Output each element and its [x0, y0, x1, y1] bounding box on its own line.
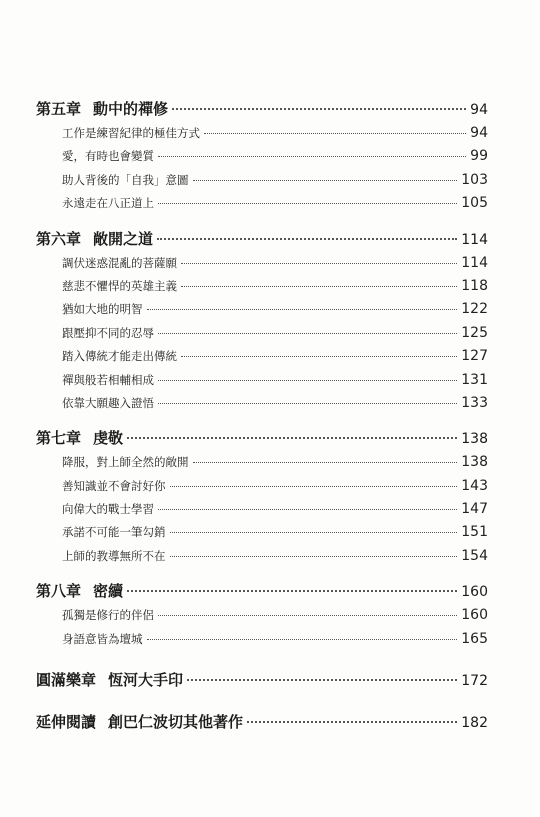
entry-title: 孤獨是修行的伴侶 — [62, 608, 154, 623]
toc-further-reading[interactable] — [36, 709, 488, 735]
chapter-label: 延伸閱讀 — [36, 713, 97, 732]
chapter-label: 第八章 — [36, 582, 82, 601]
dot-leader — [187, 679, 457, 681]
page-number: 160 — [461, 584, 488, 601]
dot-leader — [170, 532, 458, 533]
toc-entry[interactable] — [36, 145, 488, 168]
dot-leader — [204, 133, 466, 134]
entry-title: 永遠走在八正道上 — [62, 196, 154, 211]
page-number: 94 — [470, 125, 488, 141]
dot-leader — [158, 380, 457, 381]
spacer — [36, 568, 488, 578]
chapter-title: 創巴仁波切其他著作 — [108, 713, 244, 732]
toc-chapter-8[interactable] — [36, 578, 488, 604]
toc-chapter-7[interactable] — [36, 425, 488, 451]
dot-leader — [157, 238, 457, 240]
page-number: 125 — [461, 324, 488, 341]
page-number: 114 — [461, 231, 488, 248]
toc-entry[interactable] — [36, 192, 488, 215]
page-number: 131 — [461, 371, 488, 388]
page-number: 138 — [461, 454, 488, 471]
page-number: 122 — [461, 301, 488, 318]
page-number: 160 — [461, 607, 488, 624]
dot-leader — [158, 333, 457, 334]
spacer — [36, 415, 488, 425]
chapter-title: 虔敬 — [93, 429, 124, 448]
page-number: 143 — [461, 477, 488, 494]
toc-entry[interactable] — [36, 345, 488, 368]
toc-finale[interactable] — [36, 667, 488, 693]
dot-leader — [127, 590, 457, 592]
page-number: 147 — [461, 501, 488, 518]
toc-entry[interactable] — [36, 275, 488, 298]
page-number: 118 — [461, 277, 488, 294]
toc-entry[interactable] — [36, 322, 488, 345]
entry-title: 慈悲不懼悍的英雄主義 — [62, 278, 177, 293]
entry-title: 上師的教導無所不在 — [62, 548, 166, 563]
entry-title: 向偉大的戰士學習 — [62, 502, 154, 517]
entry-title: 依靠大願趣入證悟 — [62, 395, 154, 410]
toc-entry[interactable] — [36, 451, 488, 474]
toc-entry[interactable] — [36, 392, 488, 415]
chapter-title: 動中的禪修 — [93, 100, 169, 118]
page-number: 151 — [461, 524, 488, 541]
toc-entry[interactable] — [36, 545, 488, 568]
toc-entry[interactable] — [36, 369, 488, 392]
page-number: 172 — [461, 673, 488, 690]
page-number: 94 — [470, 102, 488, 118]
entry-title: 禪與般若相輔相成 — [62, 372, 154, 387]
page-number: 105 — [461, 195, 488, 212]
dot-leader — [181, 286, 457, 287]
chapter-title: 敞開之道 — [93, 229, 154, 248]
dot-leader — [127, 437, 457, 439]
page-number: 154 — [461, 547, 488, 564]
entry-title: 猶如大地的明智 — [62, 302, 143, 317]
entry-title: 善知識並不會討好你 — [62, 478, 166, 493]
entry-title: 調伏迷惑混亂的菩薩願 — [62, 255, 177, 270]
entry-title: 降服，對上師全然的敞開 — [62, 455, 189, 470]
dot-leader — [158, 509, 457, 510]
dot-leader — [147, 639, 458, 640]
chapter-title: 密續 — [93, 582, 124, 601]
chapter-title: 恆河大手印 — [108, 671, 184, 690]
dot-leader — [181, 263, 457, 264]
toc-chapter-5[interactable] — [36, 96, 488, 122]
chapter-label: 圓滿樂章 — [36, 671, 97, 690]
spacer — [36, 216, 488, 226]
dot-leader — [147, 309, 458, 310]
toc-entry[interactable] — [36, 252, 488, 275]
dot-leader — [158, 403, 457, 404]
entry-title: 身語意皆為壇城 — [62, 631, 143, 646]
page-number: 127 — [461, 348, 488, 365]
entry-title: 助人背後的「自我」意圖 — [62, 172, 189, 187]
dot-leader — [158, 156, 466, 157]
page-number: 165 — [461, 630, 488, 647]
dot-leader — [158, 203, 457, 204]
dot-leader — [158, 615, 457, 616]
dot-leader — [181, 356, 457, 357]
dot-leader — [193, 462, 458, 463]
entry-title: 跟壓抑不同的忍辱 — [62, 325, 154, 340]
toc-entry[interactable] — [36, 298, 488, 321]
chapter-label: 第五章 — [36, 100, 82, 118]
entry-title: 踏入傳統才能走出傳統 — [62, 349, 177, 364]
toc-entry[interactable] — [36, 122, 488, 145]
chapter-label: 第六章 — [36, 229, 82, 248]
dot-leader — [193, 180, 458, 181]
toc-entry[interactable] — [36, 475, 488, 498]
page-number: 182 — [461, 715, 488, 732]
toc-chapter-6[interactable] — [36, 226, 488, 252]
toc-entry[interactable] — [36, 521, 488, 544]
toc-entry[interactable] — [36, 628, 488, 651]
dot-leader — [170, 486, 458, 487]
page-number: 114 — [461, 254, 488, 271]
page-number: 138 — [461, 431, 488, 448]
toc-entry[interactable] — [36, 169, 488, 192]
page-number: 99 — [470, 148, 488, 165]
chapter-label: 第七章 — [36, 429, 82, 448]
entry-title: 工作是練習紀律的極佳方式 — [62, 126, 200, 140]
spacer — [36, 651, 488, 667]
toc-entry[interactable] — [36, 498, 488, 521]
spacer — [36, 693, 488, 709]
toc-entry[interactable] — [36, 604, 488, 627]
table-of-contents — [36, 96, 488, 735]
dot-leader — [172, 108, 466, 110]
entry-title: 愛，有時也會變質 — [62, 149, 154, 164]
dot-leader — [247, 721, 457, 723]
page-number: 133 — [461, 394, 488, 411]
entry-title: 承諾不可能一筆勾銷 — [62, 525, 166, 540]
dot-leader — [170, 556, 458, 557]
page-number: 103 — [461, 171, 488, 188]
